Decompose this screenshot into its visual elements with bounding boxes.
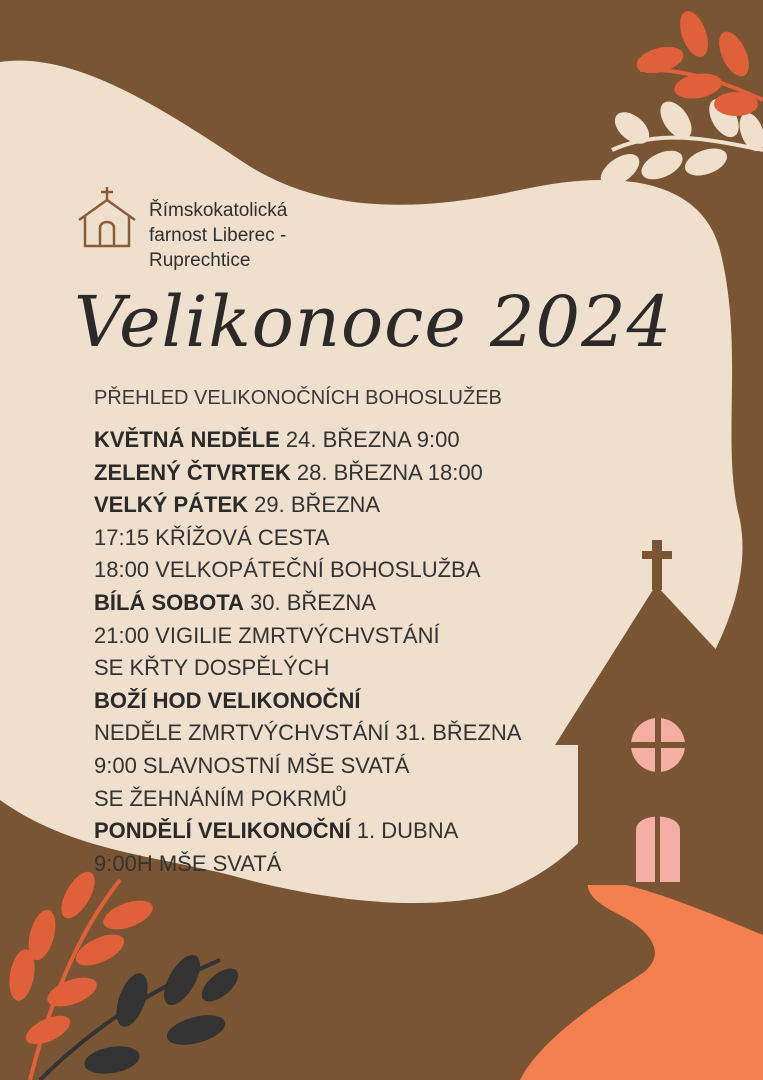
schedule-line-text: NEDĚLE ZMRTVÝCHVSTÁNÍ 31. BŘEZNA: [94, 720, 522, 746]
schedule-line-text: SE ŽEHNÁNÍM POKRMŮ: [94, 785, 348, 811]
schedule-line: [94, 815, 521, 848]
poster-title: Velikonoce 2024: [74, 281, 673, 363]
organization-name: [149, 198, 287, 273]
schedule-line-bold: BOŽÍ HOD VELIKONOČNÍ: [94, 687, 361, 713]
schedule-line: [94, 685, 521, 718]
organization-line-2: farnost Liberec -: [149, 225, 287, 246]
schedule-line-text: 1. DUBNA: [350, 818, 459, 844]
schedule-line: [94, 457, 521, 490]
schedule-line: [94, 489, 521, 522]
schedule-line-bold: BÍLÁ SOBOTA: [94, 589, 244, 615]
schedule-line: [94, 783, 521, 816]
schedule-line: [94, 587, 521, 620]
schedule-line-text: 24. BŘEZNA 9:00: [279, 427, 460, 452]
schedule-line-bold: PONDĚLÍ VELIKONOČNÍ: [94, 818, 351, 844]
schedule-line-text: 30. BŘEZNA: [243, 589, 376, 615]
schedule-line-text: 9:00H MŠE SVATÁ: [94, 850, 282, 876]
schedule-line: [94, 522, 521, 555]
schedule-line-bold: VELKÝ PÁTEK: [94, 492, 249, 518]
schedule-line-text: 17:15 KŘÍŽOVÁ CESTA: [94, 524, 330, 550]
service-schedule: [94, 424, 521, 880]
schedule-line-text: 29. BŘEZNA: [248, 492, 381, 518]
organization-line-3: Ruprechtice: [149, 250, 251, 271]
schedule-line-text: SE KŘTY DOSPĚLÝCH: [94, 655, 330, 681]
organization-line-1: Římskokatolická: [149, 200, 288, 221]
schedule-line: [94, 424, 521, 457]
schedule-subtitle: PŘEHLED VELIKONOČNÍCH BOHOSLUŽEB: [94, 387, 502, 409]
schedule-line-bold: ZELENÝ ČTVRTEK: [94, 459, 291, 485]
schedule-line-text: 28. BŘEZNA 18:00: [290, 459, 483, 485]
schedule-line: [94, 620, 521, 653]
church-icon: [76, 186, 138, 248]
schedule-line-text: 18:00 VELKOPÁTEČNÍ BOHOSLUŽBA: [94, 557, 481, 583]
schedule-line-bold: KVĚTNÁ NEDĚLE: [94, 427, 280, 452]
top-right-leaves-icon: [595, 7, 763, 192]
schedule-line: [94, 554, 521, 587]
schedule-line: [94, 717, 521, 750]
schedule-line-text: 21:00 VIGILIE ZMRTVÝCHVSTÁNÍ: [94, 622, 440, 648]
schedule-line: [94, 750, 521, 783]
orange-path: [520, 880, 763, 1080]
schedule-line: [94, 848, 521, 881]
bottom-left-leaves-icon: [6, 866, 244, 1080]
schedule-line-text: 9:00 SLAVNOSTNÍ MŠE SVATÁ: [94, 752, 410, 778]
schedule-line: [94, 652, 521, 685]
